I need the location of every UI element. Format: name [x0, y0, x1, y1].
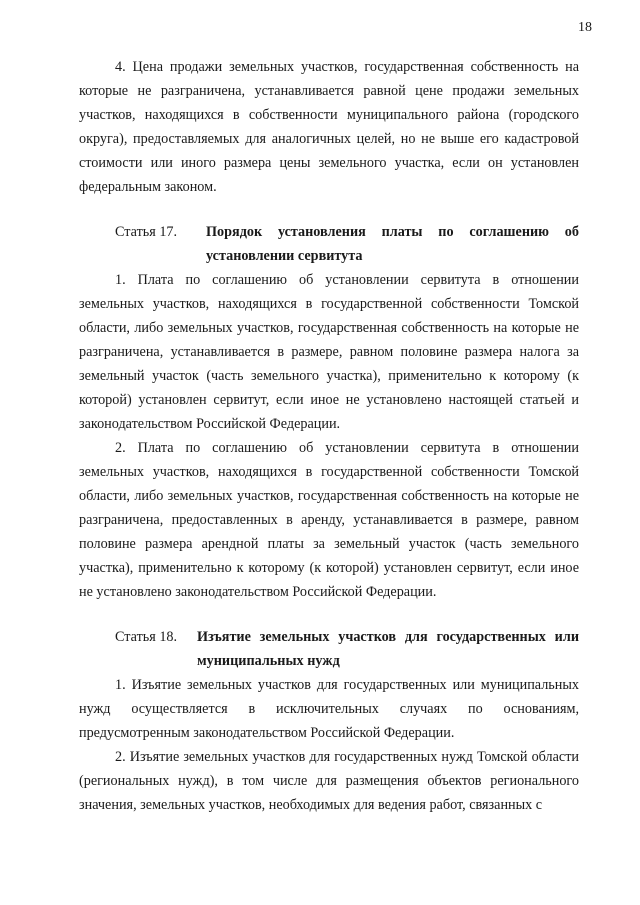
article-18-heading	[79, 625, 579, 673]
article-18-title: Изъятие земельных участков для государственных или муниципальных нужд	[197, 629, 579, 669]
article-17-paragraph-1: 1. Плата по соглашению об установлении сервитута в отношении земельных участков, находящихся в государственной собственности Томской области, либо земельных участков, государственная собственность на которые не разграничена, устанавливается в размере, равном половине размера налога за земельный участок (часть земельного участка), применительно к которому (к которой) установлен сервитут, если иное не установлено настоящей статьей и законодательством Российской Федерации.	[79, 272, 579, 432]
article-18-label: Статья 18.	[115, 629, 178, 645]
article-17-title: Порядок установления платы по соглашению об установлении сервитута	[206, 224, 579, 264]
article-17-heading	[79, 220, 579, 268]
article-18-paragraph-1: 1. Изъятие земельных участков для государственных или муниципальных нужд осуществляется в исключительных случаях по основаниям, предусмотренным законодательством Российской Федерации.	[79, 677, 579, 741]
paragraph-4: 4. Цена продажи земельных участков, государственная собственность на которые не разграничена, устанавливается равной цене продажи земельных участков, находящихся в собственности муниципального района (городского округа), предоставляемых для аналогичных целей, но не выше его кадастровой стоимости или иного размера цены земельного участка, если он установлен федеральным законом.	[79, 59, 579, 195]
article-18-paragraph-2: 2. Изъятие земельных участков для государственных нужд Томской области (региональных нужд), в том числе для размещения объектов регионального значения, земельных участков, необходимых для ведения работ, связанных с	[79, 749, 579, 813]
document-body	[79, 55, 579, 817]
article-17-label: Статья 17.	[115, 224, 178, 240]
page-number: 18	[578, 20, 592, 35]
article-17-paragraph-2: 2. Плата по соглашению об установлении сервитута в отношении земельных участков, находящихся в государственной собственности Томской области, либо земельных участков, государственная собственность на которые не разграничена, предоставленных в аренду, устанавливается в размере, равном половине размера арендной платы за земельный участок (часть земельного участка), применительно к которому (к которой) установлен сервитут, если иное не установлено законодательством Российской Федерации.	[79, 440, 579, 600]
